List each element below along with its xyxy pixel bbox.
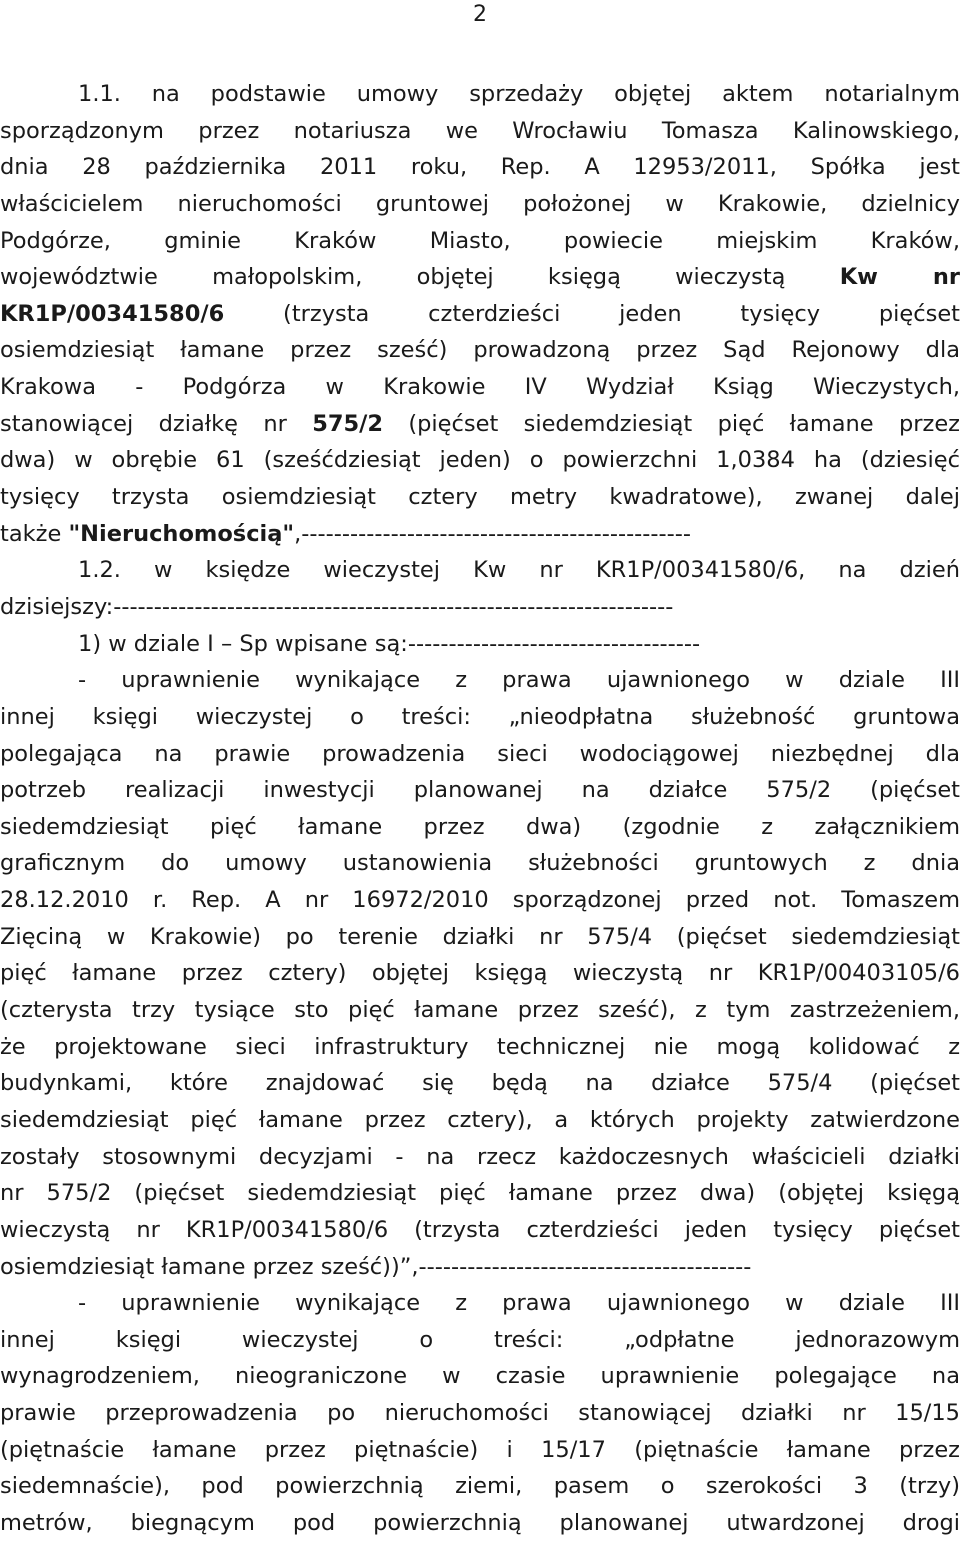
text-segment: dzisiejszy:--------------------------------------------------------------------- (0, 593, 674, 620)
text-segment: zostały stosownymi decyzjami - na rzecz każdoczesnych właścicieli działki (0, 1143, 960, 1170)
text-segment: potrzeb realizacji inwestycji planowanej na działce 575/2 (pięćset (0, 777, 960, 804)
text-segment: osiemdziesiąt łamane przez sześć))”,----------------------------------------- (0, 1253, 752, 1280)
text-line (0, 845, 960, 882)
text-line (0, 369, 960, 406)
text-segment: stanowiącej działkę nr (0, 410, 313, 437)
text-line (0, 76, 960, 113)
text-line (0, 1102, 960, 1139)
bold-text-segment: Kw nr (839, 264, 960, 291)
text-line (0, 589, 960, 626)
text-segment: wieczystą nr KR1P/00341580/6 (trzysta czterdzieści jeden tysięcy pięćset (0, 1216, 960, 1243)
text-segment: sporządzonym przez notariusza we Wrocławiu Tomasza Kalinowskiego, (0, 117, 960, 144)
text-line (0, 919, 960, 956)
text-segment: innej księgi wieczystej o treści: „nieodpłatna służebność gruntowa (0, 703, 960, 730)
text-segment: (czterysta trzy tysiące sto pięć łamane przez sześć), z tym zastrzeżeniem, (0, 997, 960, 1024)
text-line (0, 1468, 960, 1505)
text-line (0, 113, 960, 150)
text-segment: wynagrodzeniem, nieograniczone w czasie uprawnienie polegające na (0, 1363, 960, 1390)
text-segment: dnia 28 października 2011 roku, Rep. A 12953/2011, Spółka jest (0, 154, 960, 181)
text-segment: metrów, biegnącym pod powierzchnią planowanej utwardzonej drogi (0, 1509, 960, 1536)
page-number: 2 (473, 2, 487, 27)
text-line (0, 332, 960, 369)
text-line (0, 259, 960, 296)
text-segment: Podgórze, gminie Kraków Miasto, powiecie miejskim Kraków, (0, 227, 960, 254)
text-segment: 1.1. na podstawie umowy sprzedaży objętej aktem notarialnym (78, 81, 960, 107)
text-segment: także (0, 520, 69, 547)
text-line (0, 479, 960, 516)
text-line (0, 809, 960, 846)
document-body (0, 76, 960, 1542)
text-line (0, 186, 960, 223)
text-line (0, 149, 960, 186)
text-segment: prawie przeprowadzenia po nieruchomości stanowiącej działki nr 15/15 (0, 1400, 960, 1427)
text-line (0, 552, 960, 589)
text-segment: budynkami, które znajdować się będą na działce 575/4 (pięćset (0, 1070, 960, 1097)
text-segment: ,------------------------------------------------ (294, 520, 692, 547)
text-segment: nr 575/2 (pięćset siedemdziesiąt pięć łamane przez dwa) (objętej księgą (0, 1180, 960, 1207)
text-line (0, 223, 960, 260)
text-segment: 28.12.2010 r. Rep. A nr 16972/2010 sporządzonej przed not. Tomaszem (0, 887, 960, 914)
text-line (0, 1505, 960, 1542)
text-segment: - uprawnienie wynikające z prawa ujawnionego w dziale III (78, 1290, 960, 1317)
text-segment: tysięcy trzysta osiemdziesiąt cztery metry kwadratowe), zwanej dalej (0, 484, 960, 511)
text-line (0, 955, 960, 992)
text-segment: (piętnaście łamane przez piętnaście) i 15/17 (piętnaście łamane przez (0, 1436, 960, 1463)
text-line (0, 882, 960, 919)
text-segment: siedemnaście), pod powierzchnią ziemi, pasem o szerokości 3 (trzy) (0, 1473, 960, 1500)
text-segment: graficznym do umowy ustanowienia służebności gruntowych z dnia (0, 850, 960, 877)
text-line (0, 1175, 960, 1212)
text-line (0, 1322, 960, 1359)
text-line (0, 662, 960, 699)
text-segment: właścicielem nieruchomości gruntowej położonej w Krakowie, dzielnicy (0, 190, 960, 217)
text-segment: (trzysta czterdzieści jeden tysięcy pięćset (224, 300, 960, 327)
text-line (0, 699, 960, 736)
text-line (0, 1285, 960, 1322)
text-line (0, 516, 960, 553)
text-segment: 1.2. w księdze wieczystej Kw nr KR1P/00341580/6, na dzień (78, 557, 960, 584)
text-segment: siedemdziesiąt pięć łamane przez cztery), a których projekty zatwierdzone (0, 1106, 960, 1133)
text-segment: - uprawnienie wynikające z prawa ujawnionego w dziale III (78, 667, 960, 694)
text-segment: innej księgi wieczystej o treści: „odpłatne jednorazowym (0, 1326, 960, 1353)
text-segment: osiemdziesiąt łamane przez sześć) prowadzoną przez Sąd Rejonowy dla (0, 337, 960, 364)
text-line (0, 992, 960, 1029)
text-line (0, 406, 960, 443)
text-segment: że projektowane sieci infrastruktury technicznej nie mogą kolidować z (0, 1033, 960, 1060)
text-line (0, 1139, 960, 1176)
text-segment: Krakowa - Podgórza w Krakowie IV Wydział Ksiąg Wieczystych, (0, 374, 960, 401)
text-line (0, 626, 960, 663)
text-segment: województwie małopolskim, objętej księgą wieczystą (0, 264, 840, 291)
text-line (0, 772, 960, 809)
text-line (0, 1432, 960, 1469)
text-segment: pięć łamane przez cztery) objętej księgą wieczystą nr KR1P/00403105/6 (0, 960, 960, 987)
text-line (0, 442, 960, 479)
text-segment: 1) w dziale I – Sp wpisane są:------------------------------------ (78, 630, 701, 657)
text-line (0, 296, 960, 333)
text-segment: Zięciną w Krakowie) po terenie działki nr 575/4 (pięćset siedemdziesiąt (0, 923, 960, 950)
text-line (0, 1029, 960, 1066)
text-line (0, 1395, 960, 1432)
text-line (0, 1212, 960, 1249)
bold-text-segment: KR1P/00341580/6 (0, 300, 225, 327)
bold-text-segment: 575/2 (312, 410, 384, 437)
text-line (0, 736, 960, 773)
text-segment: polegająca na prawie prowadzenia sieci wodociągowej niezbędnej dla (0, 740, 960, 767)
text-line (0, 1358, 960, 1395)
text-segment: (pięćset siedemdziesiąt pięć łamane przez (383, 410, 960, 437)
text-line (0, 1249, 960, 1286)
text-segment: siedemdziesiąt pięć łamane przez dwa) (zgodnie z załącznikiem (0, 813, 960, 840)
text-segment: dwa) w obrębie 61 (sześćdziesiąt jeden) o powierzchni 1,0384 ha (dziesięć (0, 447, 960, 474)
text-line (0, 1065, 960, 1102)
bold-text-segment: "Nieruchomością" (68, 520, 295, 547)
